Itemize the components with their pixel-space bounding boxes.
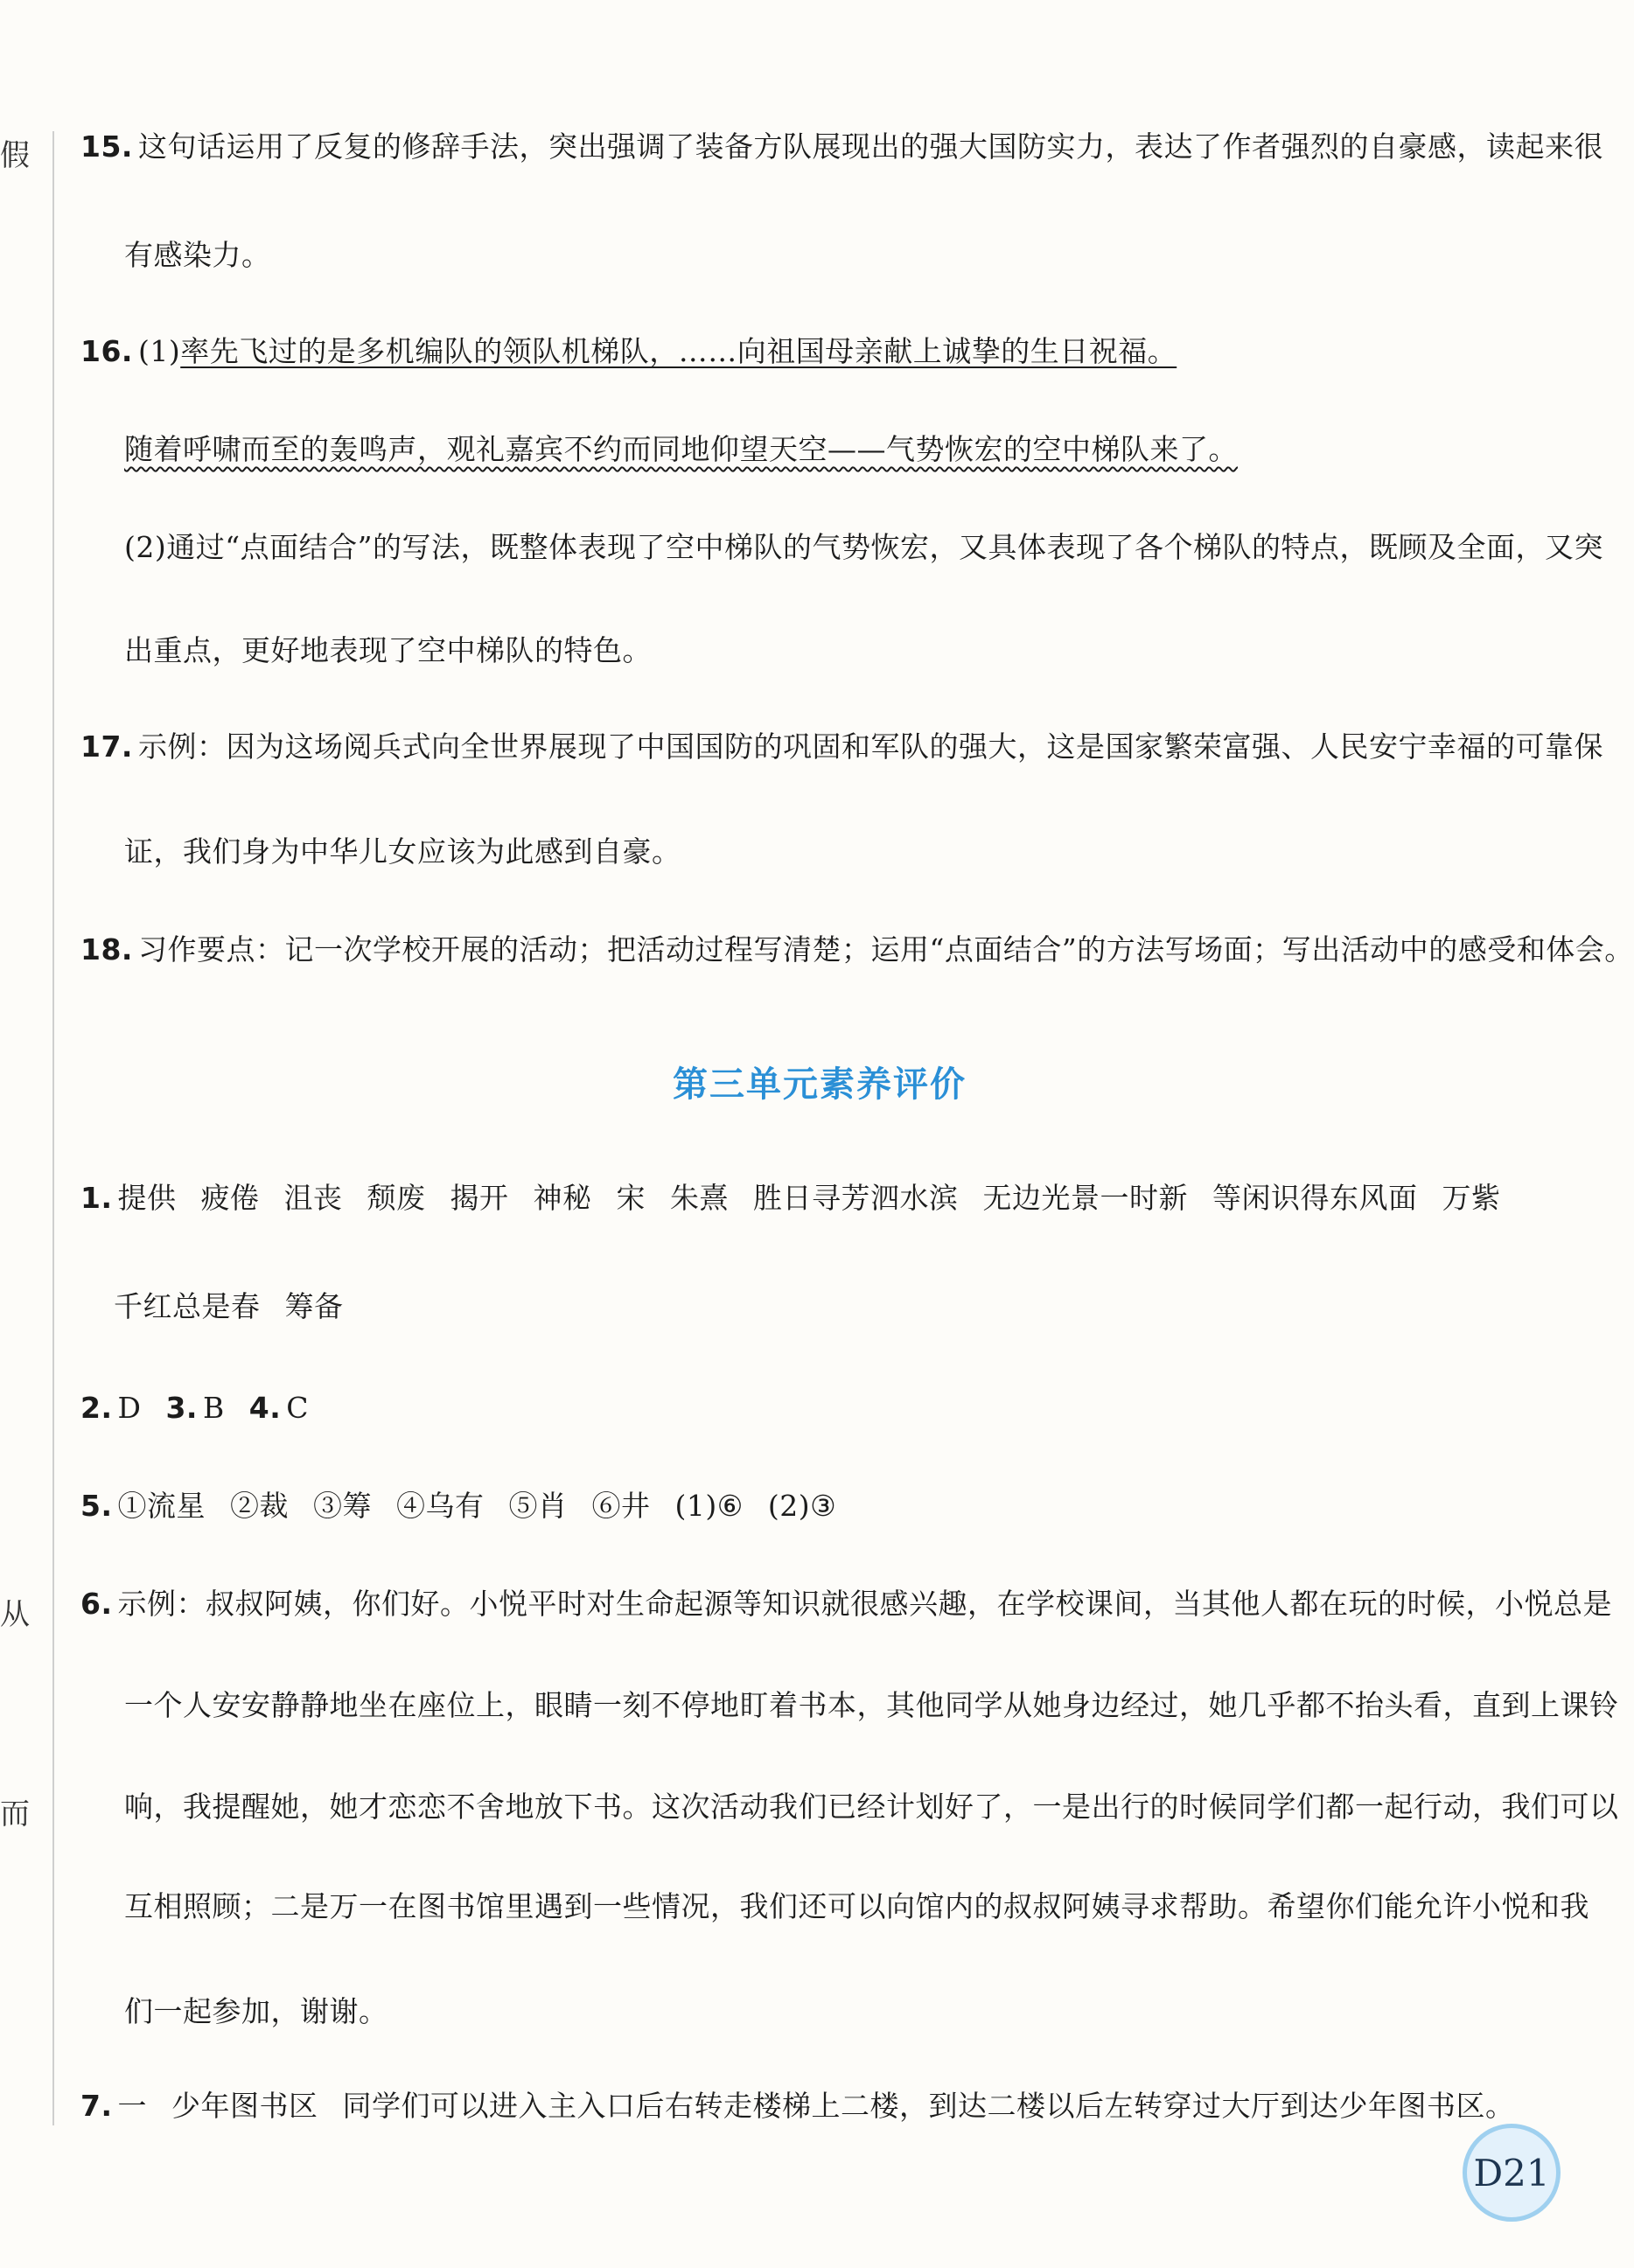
s4-number: 4. [248,1391,282,1425]
s6-number: 6. [80,1587,113,1621]
q15-number: 15. [80,129,133,164]
edge-char-3: 而 [0,1797,30,1832]
s1-word: 揭开 [450,1181,509,1215]
s3-answer: B [202,1391,225,1425]
q16-underlined-sentence: 率先飞过的是多机编队的领队机梯队，……向祖国母亲献上诚挚的生日祝福。 [180,334,1177,368]
s5-item: ④乌有 [396,1489,485,1523]
s1-word: 万紫 [1442,1181,1501,1215]
s7-number: 7. [80,2089,113,2123]
q17-text1: 示例：因为这场阅兵式向全世界展现了中国国防的巩固和军队的强大，这是国家繁荣富强、人民安宁幸福的可靠保 [137,729,1603,764]
q15-line1 [80,129,1603,164]
s2-number: 2. [80,1391,113,1425]
q15-line2: 有感染力。 [124,238,271,272]
q16-line3: (2)通过“点面结合”的写法，既整体表现了空中梯队的气势恢宏，又具体表现了各个梯队的特点，既顾及全面，又突 [124,530,1603,564]
s2-answer: D [117,1391,142,1425]
s7-answer2: 少年图书区 [171,2089,318,2123]
q18-text1: 习作要点：记一次学校开展的活动；把活动过程写清楚；运用“点面结合”的方法写场面；写出活动中的感受和体会。 [137,932,1634,967]
s5-item: ③筹 [313,1489,372,1523]
edge-char-1: 假 [0,138,30,173]
s1-word: 胜日寻芳泗水滨 [753,1181,959,1215]
q15-text1: 这句话运用了反复的修辞手法，突出强调了装备方队展现出的强大国防实力，表达了作者强烈的自豪感，读起来很 [137,129,1603,164]
s7-answer3: 同学们可以进入主入口后右转走楼梯上二楼，到达二楼以后左转穿过大厅到达少年图书区。 [342,2089,1515,2123]
q18-number: 18. [80,932,133,967]
s6-line5: 们一起参加，谢谢。 [124,1994,388,2028]
q18-line1 [80,932,1634,967]
s7-answer1: 一 [117,2089,147,2123]
q17-number: 17. [80,729,133,764]
s1-word: 颓废 [367,1181,426,1215]
s1-word: 沮丧 [283,1181,343,1215]
margin-rule [52,131,54,2125]
s1-word: 疲倦 [200,1181,260,1215]
q16-prefix: (1) [137,334,181,368]
s6-line2: 一个人安安静静地坐在座位上，眼睛一刻不停地盯着书本，其他同学从她身边经过，她几乎都不抬头看，直到上课铃 [124,1688,1619,1722]
s5-item: (2)③ [767,1489,837,1523]
s5-item: ①流星 [117,1489,206,1523]
s5-number: 5. [80,1489,113,1523]
section-title: 第三单元素养评价 [673,1064,967,1105]
s1-word: 神秘 [533,1181,592,1215]
s1-line2 [114,1289,344,1324]
s1-word: 提供 [117,1181,177,1215]
page-number: D21 [1473,2151,1550,2195]
q16-line1 [80,334,1177,369]
s5-line [80,1489,836,1524]
edge-char-2: 从 [0,1597,30,1632]
s6-line3: 响，我提醒她，她才恋恋不舍地放下书。这次活动我们已经计划好了，一是出行的时候同学们都一起行动，我们可以 [124,1790,1619,1824]
s6-line4: 互相照顾；二是万一在图书馆里遇到一些情况，我们还可以向馆内的叔叔阿姨寻求帮助。希望你们能允许小悦和我 [124,1889,1589,1923]
q16-number: 16. [80,334,133,368]
s5-item: (1)⑥ [674,1489,744,1523]
s1-word: 千红总是春 [114,1289,261,1323]
q16-line2 [124,432,1238,467]
s5-item: ⑤肖 [508,1489,568,1523]
s1-word: 朱熹 [670,1181,729,1215]
q16-line4: 出重点，更好地表现了空中梯队的特色。 [124,633,652,667]
s3-number: 3. [165,1391,198,1425]
page-number-badge [1463,2124,1561,2222]
s4-answer: C [286,1391,309,1425]
s6-line1 [80,1587,1612,1622]
s1-word: 等闲识得东风面 [1212,1181,1418,1215]
s1-word: 宋 [616,1181,646,1215]
s7-line [80,2089,1515,2124]
s1-word: 筹备 [284,1289,344,1323]
s5-item: ②裁 [230,1489,289,1523]
s1-word: 无边光景一时新 [982,1181,1188,1215]
s1-line1 [80,1181,1501,1216]
s6-text1: 示例：叔叔阿姨，你们好。小悦平时对生命起源等知识就很感兴趣，在学校课间，当其他人都在玩的时候，小悦总是 [117,1587,1612,1621]
q17-line2: 证，我们身为中华儿女应该为此感到自豪。 [124,834,681,869]
s5-item: ⑥井 [591,1489,651,1523]
s2to4-line [80,1391,309,1426]
q17-line1 [80,729,1603,764]
s1-number: 1. [80,1181,113,1215]
q16-wavy-sentence: 随着呼啸而至的轰鸣声，观礼嘉宾不约而同地仰望天空——气势恢宏的空中梯队来了。 [124,432,1238,466]
